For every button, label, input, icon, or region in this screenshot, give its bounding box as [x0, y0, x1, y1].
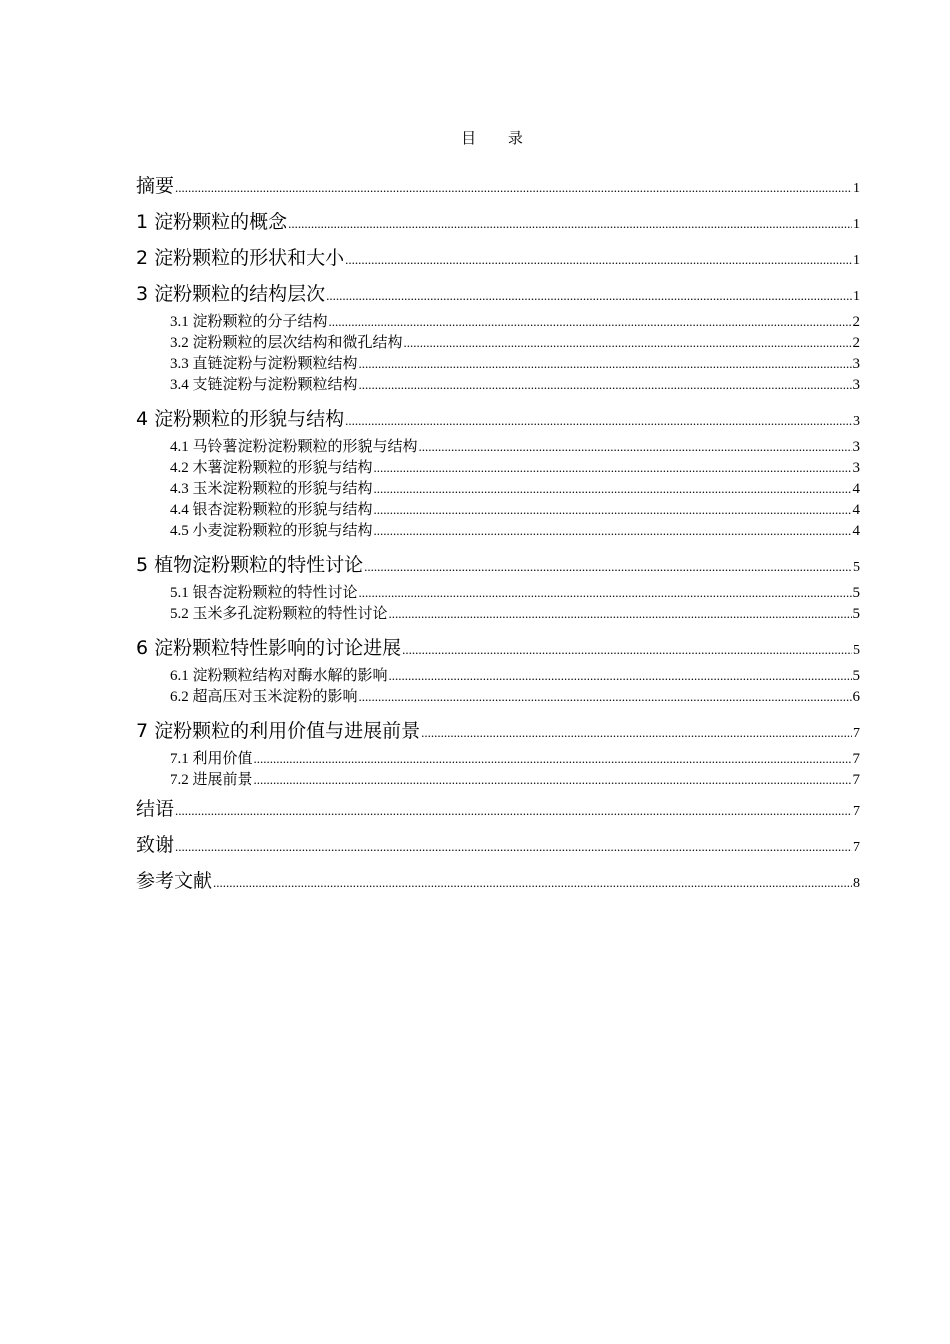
toc-subentry[interactable] — [136, 375, 860, 396]
dot-leader — [288, 217, 852, 230]
toc-entry-label: 致谢 — [136, 834, 175, 856]
toc-entry-label: 1 淀粉颗粒的概念 — [136, 211, 288, 233]
page-title: 目 录 — [461, 131, 537, 147]
toc-entry-label: 4.1 马铃薯淀粉淀粉颗粒的形貌与结构 — [170, 439, 418, 455]
toc-subentry[interactable] — [136, 354, 860, 375]
dot-leader — [345, 414, 852, 427]
toc-entry-label: 5.1 银杏淀粉颗粒的特性讨论 — [170, 585, 358, 601]
toc-entry-label: 4 淀粉颗粒的形貌与结构 — [136, 408, 345, 430]
toc-entry[interactable] — [136, 630, 860, 666]
dot-leader — [359, 378, 852, 391]
toc-entry[interactable] — [136, 401, 860, 437]
toc-page-number: 8 — [853, 876, 860, 891]
toc-entry[interactable] — [136, 713, 860, 749]
toc-page-number: 1 — [853, 217, 860, 232]
dot-leader — [402, 643, 852, 656]
toc-entry-label: 摘要 — [136, 175, 175, 197]
dot-leader — [175, 181, 852, 194]
dot-leader — [175, 804, 852, 817]
toc-entry-label: 3.1 淀粉颗粒的分子结构 — [170, 314, 328, 330]
toc-page-number: 7 — [853, 804, 860, 819]
toc-entry[interactable] — [136, 827, 860, 863]
toc-entry-label: 4.2 木薯淀粉颗粒的形貌与结构 — [170, 460, 373, 476]
toc-entry-label: 6 淀粉颗粒特性影响的讨论进展 — [136, 637, 402, 659]
toc-subentry[interactable] — [136, 437, 860, 458]
toc-page-number: 3 — [853, 414, 860, 429]
toc-entry[interactable] — [136, 204, 860, 240]
toc-page-number: 5 — [853, 560, 860, 575]
toc-page-number: 7 — [852, 751, 860, 767]
toc-subentry[interactable] — [136, 500, 860, 521]
toc-page-number: 2 — [852, 335, 860, 351]
dot-leader — [254, 773, 852, 786]
toc-entry-label: 2 淀粉颗粒的形状和大小 — [136, 247, 345, 269]
toc-page-number: 5 — [852, 668, 860, 684]
toc-entry-label: 参考文献 — [136, 870, 213, 892]
dot-leader — [254, 752, 852, 765]
dot-leader — [345, 253, 852, 266]
toc-entry-label: 3.4 支链淀粉与淀粉颗粒结构 — [170, 377, 358, 393]
toc-page-number: 2 — [852, 314, 860, 330]
toc-entry-label: 6.1 淀粉颗粒结构对酶水解的影响 — [170, 668, 388, 684]
dot-leader — [374, 524, 852, 537]
toc-entry-label: 6.2 超高压对玉米淀粉的影响 — [170, 689, 358, 705]
toc-entry-label: 5.2 玉米多孔淀粉颗粒的特性讨论 — [170, 606, 388, 622]
toc-page-number: 4 — [852, 481, 860, 497]
toc-page-number: 3 — [852, 439, 860, 455]
toc-subentry[interactable] — [136, 687, 860, 708]
toc-subentry[interactable] — [136, 604, 860, 625]
toc-page-number: 1 — [853, 253, 860, 268]
dot-leader — [421, 726, 852, 739]
dot-leader — [329, 315, 852, 328]
toc-subentry[interactable] — [136, 770, 860, 791]
toc-subentry[interactable] — [136, 583, 860, 604]
toc-entry[interactable] — [136, 276, 860, 312]
toc-page-number: 1 — [853, 289, 860, 304]
toc-entry-label: 3 淀粉颗粒的结构层次 — [136, 283, 326, 305]
toc-subentry[interactable] — [136, 312, 860, 333]
toc-page-number: 5 — [852, 606, 860, 622]
toc-entry-label: 4.4 银杏淀粉颗粒的形貌与结构 — [170, 502, 373, 518]
toc-page-number: 3 — [852, 377, 860, 393]
dot-leader — [359, 690, 852, 703]
dot-leader — [326, 289, 852, 302]
toc-entry[interactable] — [136, 547, 860, 583]
toc-page-number: 5 — [852, 585, 860, 601]
toc-entry[interactable] — [136, 240, 860, 276]
toc-entry[interactable] — [136, 791, 860, 827]
dot-leader — [175, 840, 852, 853]
table-of-contents — [136, 168, 860, 899]
toc-page-number: 6 — [852, 689, 860, 705]
dot-leader — [389, 607, 852, 620]
toc-entry-label: 4.5 小麦淀粉颗粒的形貌与结构 — [170, 523, 373, 539]
toc-entry[interactable] — [136, 168, 860, 204]
toc-entry-label: 4.3 玉米淀粉颗粒的形貌与结构 — [170, 481, 373, 497]
toc-entry-label: 3.2 淀粉颗粒的层次结构和微孔结构 — [170, 335, 403, 351]
toc-page-number: 4 — [852, 523, 860, 539]
toc-subentry[interactable] — [136, 458, 860, 479]
toc-subentry[interactable] — [136, 521, 860, 542]
toc-page-number: 3 — [852, 460, 860, 476]
toc-entry-label: 5 植物淀粉颗粒的特性讨论 — [136, 554, 364, 576]
dot-leader — [374, 482, 852, 495]
dot-leader — [419, 440, 852, 453]
toc-page-number: 5 — [853, 643, 860, 658]
toc-entry-label: 结语 — [136, 798, 175, 820]
dot-leader — [374, 503, 852, 516]
toc-page-number: 7 — [853, 726, 860, 741]
dot-leader — [213, 876, 852, 889]
toc-page-number: 3 — [852, 356, 860, 372]
toc-page-number: 1 — [853, 181, 860, 196]
toc-entry[interactable] — [136, 863, 860, 899]
dot-leader — [359, 586, 852, 599]
toc-subentry[interactable] — [136, 333, 860, 354]
toc-page-number: 7 — [852, 772, 860, 788]
dot-leader — [389, 669, 852, 682]
toc-page-number: 7 — [853, 840, 860, 855]
toc-subentry[interactable] — [136, 666, 860, 687]
dot-leader — [374, 461, 852, 474]
toc-subentry[interactable] — [136, 749, 860, 770]
dot-leader — [359, 357, 852, 370]
toc-page-number: 4 — [852, 502, 860, 518]
toc-entry-label: 7.2 进展前景 — [170, 772, 253, 788]
dot-leader — [404, 336, 852, 349]
toc-entry-label: 3.3 直链淀粉与淀粉颗粒结构 — [170, 356, 358, 372]
toc-entry-label: 7 淀粉颗粒的利用价值与进展前景 — [136, 720, 421, 742]
dot-leader — [364, 560, 852, 573]
toc-entry-label: 7.1 利用价值 — [170, 751, 253, 767]
toc-subentry[interactable] — [136, 479, 860, 500]
